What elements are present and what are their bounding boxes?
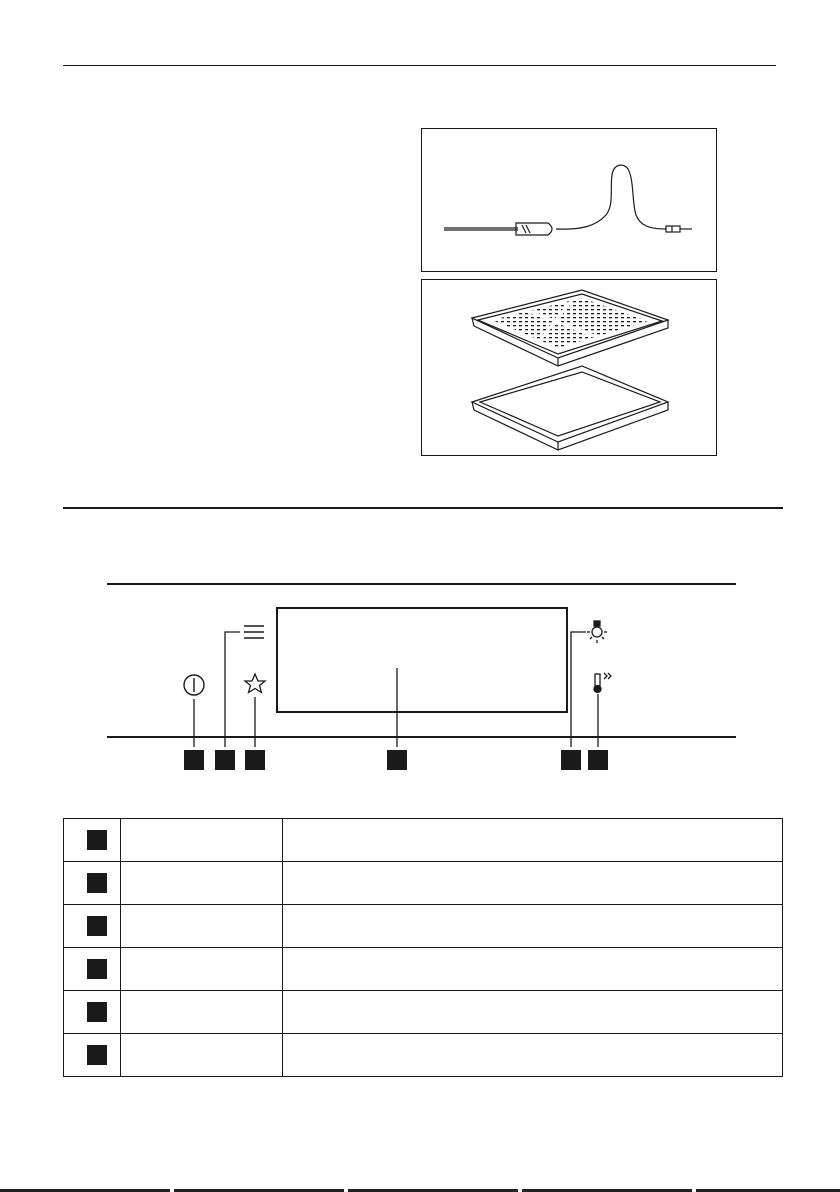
table-row (64, 819, 783, 862)
control-panel-diagram (0, 570, 840, 780)
callout-marker-icon (87, 1002, 107, 1022)
control-panel-table (63, 818, 783, 1077)
baking-trays-figure (421, 279, 717, 456)
comment-cell (283, 948, 783, 991)
callout-marker-icon (87, 1045, 107, 1065)
callout-marker-icon (87, 916, 107, 936)
table-row (64, 1034, 783, 1077)
marker-cell (64, 991, 121, 1034)
callout-markers (184, 750, 608, 770)
function-cell (121, 1034, 283, 1077)
food-sensor-figure (421, 128, 717, 272)
fast-heat-up-icon (594, 673, 611, 693)
header-rule (63, 65, 776, 66)
callout-marker-icon (87, 873, 107, 893)
marker-cell (64, 1034, 121, 1077)
comment-cell (283, 819, 783, 862)
function-cell (121, 819, 283, 862)
function-cell (121, 905, 283, 948)
comment-cell (283, 1034, 783, 1077)
marker-cell (64, 948, 121, 991)
comment-cell (283, 905, 783, 948)
power-icon (184, 675, 204, 695)
comment-cell (283, 862, 783, 905)
callout-marker-icon (87, 830, 107, 850)
table-row (64, 948, 783, 991)
table-row (64, 862, 783, 905)
marker-cell (64, 862, 121, 905)
function-cell (121, 991, 283, 1034)
callout-marker-3 (245, 750, 265, 770)
function-cell (121, 862, 283, 905)
table-row (64, 905, 783, 948)
favourite-star-icon (245, 674, 265, 693)
callout-marker-1 (184, 750, 204, 770)
callout-marker-icon (87, 959, 107, 979)
callout-marker-5 (561, 750, 581, 770)
function-cell (121, 948, 283, 991)
table-row (64, 991, 783, 1034)
marker-cell (64, 905, 121, 948)
lamp-icon (587, 621, 607, 643)
section-rule (63, 507, 783, 509)
callout-marker-6 (588, 750, 608, 770)
menu-icon (244, 626, 264, 638)
marker-cell (64, 819, 121, 862)
callout-marker-2 (215, 750, 235, 770)
baking-trays-icon (422, 280, 716, 455)
callout-marker-4 (387, 750, 407, 770)
food-sensor-icon (422, 129, 716, 271)
comment-cell (283, 991, 783, 1034)
